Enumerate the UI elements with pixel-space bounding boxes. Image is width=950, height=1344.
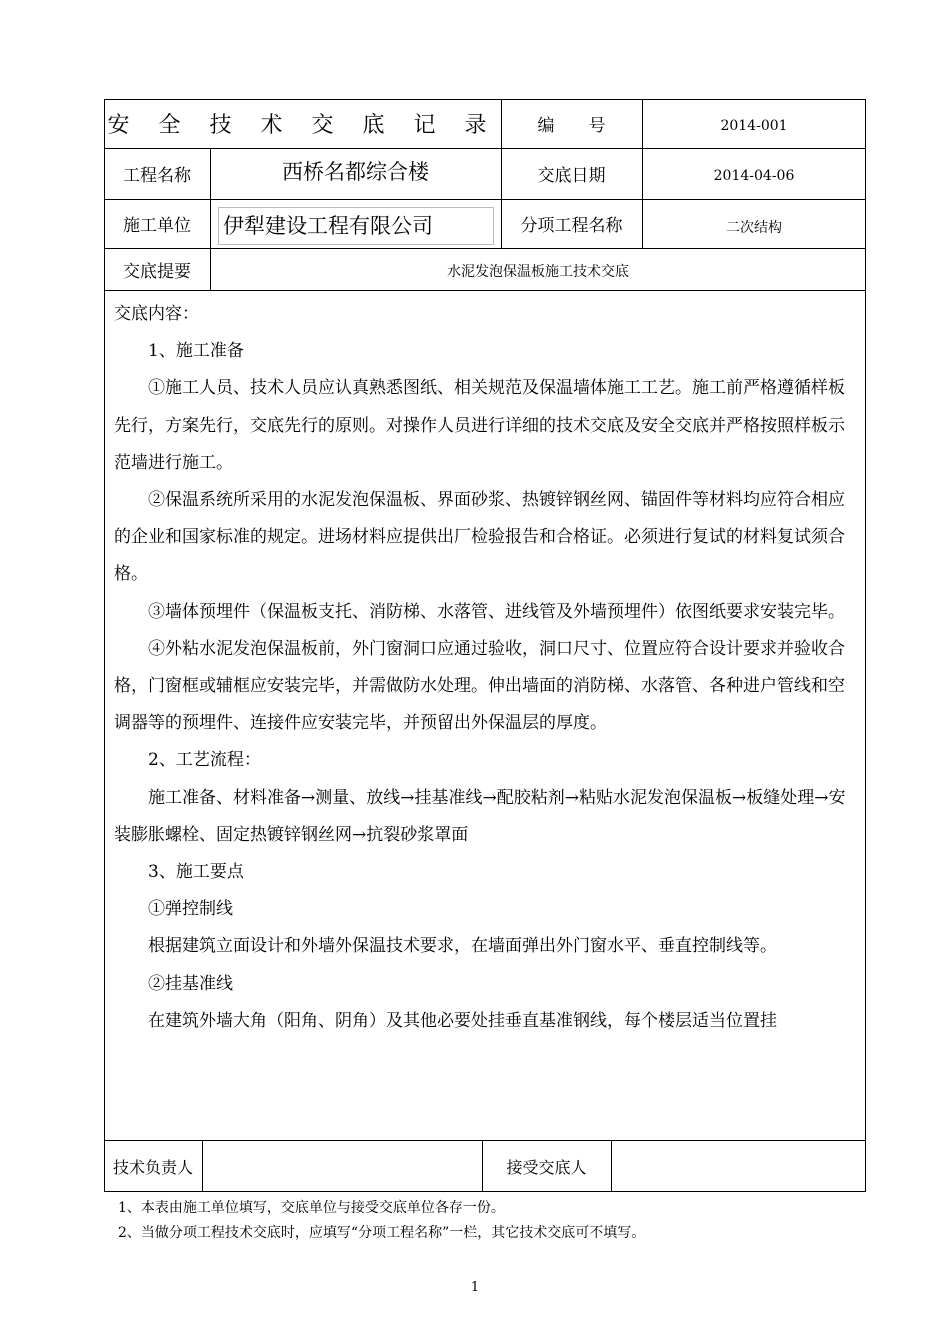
content-paragraph: 1、施工准备 [148, 341, 244, 362]
number-label: 编 号 [537, 116, 606, 136]
content-paragraph: 根据建筑立面设计和外墙外保温技术要求，在墙面弹出外门窗水平、垂直控制线等。 [148, 936, 777, 957]
content-paragraph: ②保温系统所采用的水泥发泡保温板、界面砂浆、热镀锌钢丝网、锚固件等材料均应符合相应的企业和国家标准的规定。进场材料应提供出厂检验报告和合格证。必须进行复试的材料复试须合格。 [114, 490, 845, 585]
receiver-label: 接受交底人 [506, 1157, 587, 1177]
content-paragraph: ②挂基准线 [148, 973, 233, 994]
content-paragraph: ④外粘水泥发泡保温板前，外门窗洞口应通过验收，洞口尺寸、位置应符合设计要求并验收合格，门窗框或辅框应安装完毕，并需做防水处理。伸出墙面的消防梯、水落管、各种进户管线和空调器等的预埋件、连接件应安装完毕，并预留出外保温层的厚度。 [114, 638, 845, 734]
document-title: 安 全 技 术 交 底 记 录 [107, 113, 498, 138]
number-value: 2014-001 [720, 117, 788, 134]
subproject-label: 分项工程名称 [520, 216, 623, 236]
form-notes [118, 1196, 645, 1246]
note-item: 1、本表由施工单位填写，交底单位与接受交底单位各存一份。 [118, 1200, 505, 1216]
content-paragraph: ①施工人员、技术人员应认真熟悉图纸、相关规范及保温墙体施工工艺。施工前严格遵循样板先行，方案先行，交底先行的原则。对操作人员进行详细的技术交底及安全交底并严格按照样板示范墙进行施工。 [114, 378, 845, 473]
content-paragraph: 2、工艺流程： [148, 750, 261, 771]
project-name-label: 工程名称 [123, 166, 191, 186]
project-name-value: 西桥名都综合楼 [282, 160, 429, 184]
content-paragraph: 在建筑外墙大角（阳角、阴角）及其他必要处挂垂直基准钢线，每个楼层适当位置挂 [148, 1010, 777, 1031]
page-number: 1 [470, 1280, 480, 1295]
subproject-value: 二次结构 [726, 219, 782, 236]
date-value: 2014-04-06 [713, 167, 795, 184]
construction-unit-value: 伊犁建设工程有限公司 [218, 207, 494, 245]
summary-value: 水泥发泡保温板施工技术交底 [447, 264, 629, 280]
receiver-signature-field[interactable] [612, 1141, 866, 1192]
content-paragraph: 3、施工要点 [148, 862, 244, 883]
tech-lead-signature-field[interactable] [203, 1141, 482, 1192]
disclosure-content [114, 296, 858, 1040]
note-item: 2、当做分项工程技术交底时，应填写“分项工程名称”一栏，其它技术交底可不填写。 [118, 1225, 646, 1241]
summary-label: 交底提要 [123, 261, 191, 282]
content-heading: 交底内容： [114, 304, 199, 324]
tech-lead-label: 技术负责人 [112, 1157, 193, 1177]
construction-unit-label: 施工单位 [123, 216, 191, 236]
content-paragraph: 施工准备、材料准备→测量、放线→挂基准线→配胶粘剂→粘贴水泥发泡保温板→板缝处理→安装膨胀螺栓、固定热镀锌钢丝网→抗裂砂浆罩面 [114, 787, 846, 845]
content-paragraph: ③墙体预埋件（保温板支托、消防梯、水落管、进线管及外墙预埋件）依图纸要求安装完毕。 [148, 601, 845, 622]
date-label: 交底日期 [537, 166, 606, 186]
content-paragraph: ①弹控制线 [148, 899, 233, 920]
